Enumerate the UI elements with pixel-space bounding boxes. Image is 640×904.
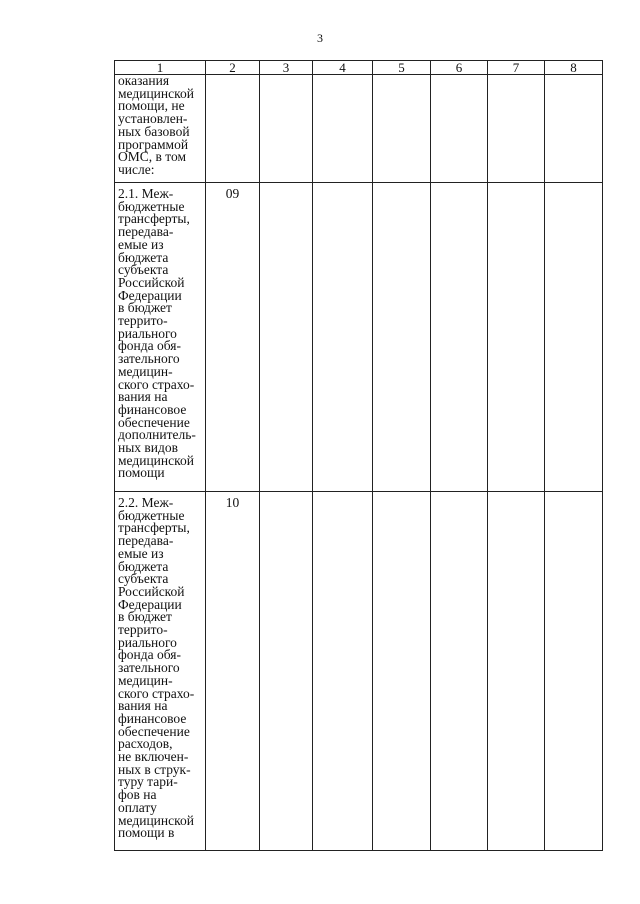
column-header-8: 8 — [545, 61, 603, 75]
table-cell — [313, 492, 373, 851]
column-header-4: 4 — [313, 61, 373, 75]
row-description: оказания медицинской помощи, не установлен- ных базовой программой ОМС, в том числе: — [115, 75, 206, 183]
table-cell — [260, 75, 313, 183]
row-description: 2.2. Меж- бюджетные трансферты, передава- емые из бюджета субъекта Российской Федерации в бюджет террито- риального фонда обя- зательного медицин- ского страхо- вания на финансовое обеспечение расходов, не включен- ных в струк- туру тари- фов на оплату медицинской помощи в — [115, 492, 206, 851]
table-cell — [313, 183, 373, 492]
table-cell — [431, 75, 488, 183]
table-cell — [373, 492, 431, 851]
table-cell — [431, 492, 488, 851]
data-table — [114, 60, 603, 851]
row-code — [206, 75, 260, 183]
table-cell — [373, 183, 431, 492]
row-code: 10 — [206, 492, 260, 851]
table-cell — [431, 183, 488, 492]
column-header-2: 2 — [206, 61, 260, 75]
table-cell — [373, 75, 431, 183]
column-header-3: 3 — [260, 61, 313, 75]
row-description: 2.1. Меж- бюджетные трансферты, передава- емые из бюджета субъекта Российской Федерации в бюджет террито- риального фонда обя- зательного медицин- ского страхо- вания на финансовое обеспечение дополнитель- ных видов медицинской помощи — [115, 183, 206, 492]
page-number: 3 — [317, 31, 323, 45]
table-cell — [545, 183, 603, 492]
table-cell — [545, 75, 603, 183]
column-header-5: 5 — [373, 61, 431, 75]
table-row — [115, 492, 603, 851]
table-cell — [260, 492, 313, 851]
column-header-1: 1 — [115, 61, 206, 75]
table-header-row — [115, 61, 603, 75]
column-header-7: 7 — [488, 61, 545, 75]
column-header-6: 6 — [431, 61, 488, 75]
table-cell — [488, 183, 545, 492]
table-row — [115, 183, 603, 492]
table-cell — [313, 75, 373, 183]
table-cell — [488, 492, 545, 851]
table-row — [115, 75, 603, 183]
row-code: 09 — [206, 183, 260, 492]
table-cell — [545, 492, 603, 851]
table-cell — [260, 183, 313, 492]
table-cell — [488, 75, 545, 183]
